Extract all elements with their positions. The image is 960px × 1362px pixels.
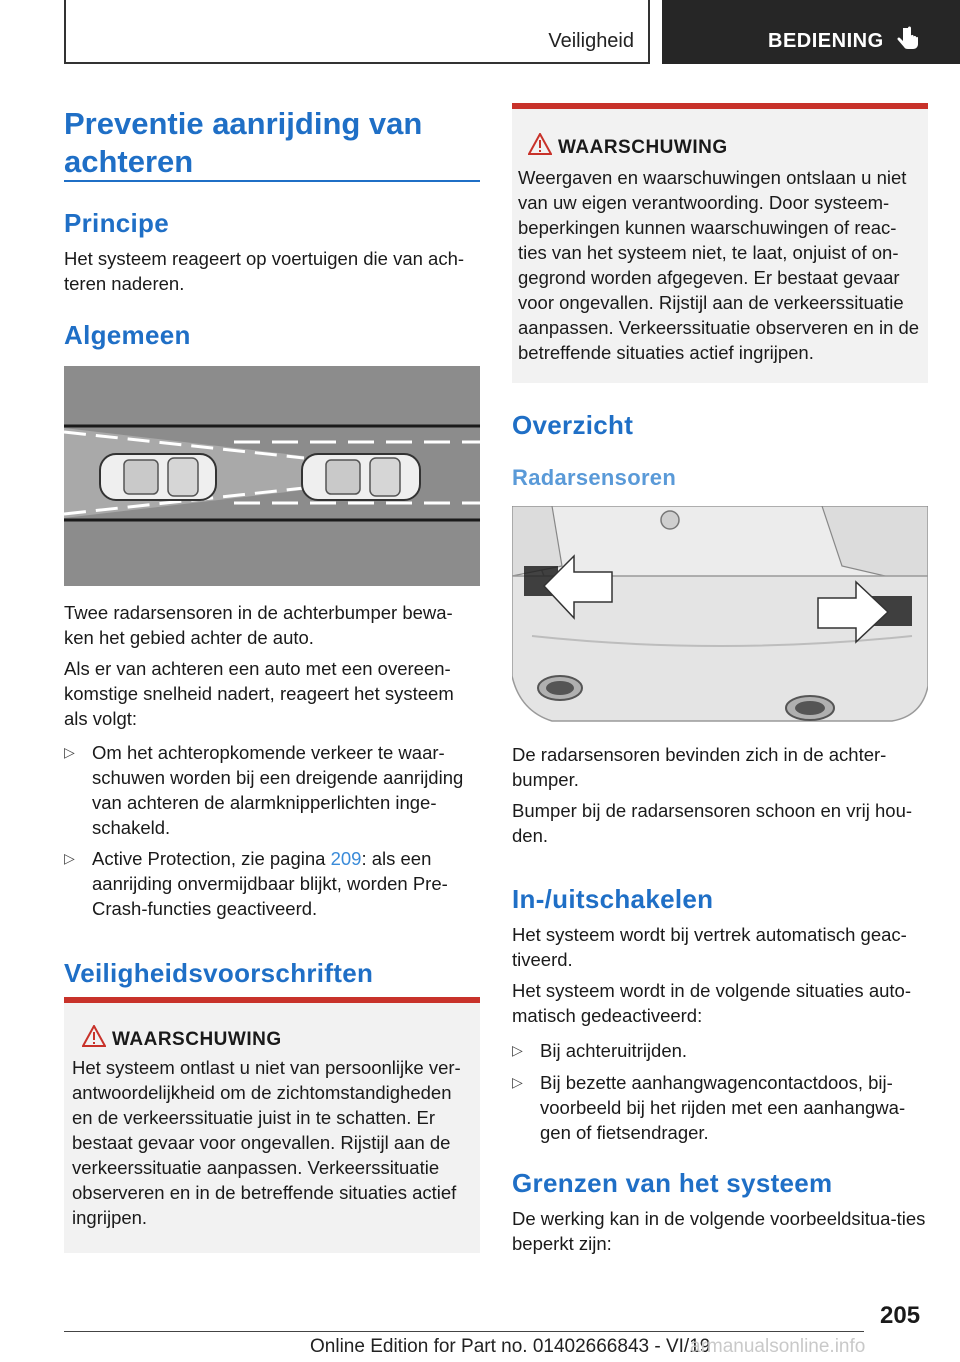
page-link-209[interactable]: 209 <box>330 848 362 869</box>
car-front-icon <box>302 454 420 500</box>
principe-text: Het systeem reageert op voertuigen die van ach-teren naderen. <box>64 248 465 294</box>
heading-veiligheidsvoorschriften: Veiligheidsvoorschriften <box>64 958 374 988</box>
heading-principe: Principe <box>64 208 169 238</box>
triangle-bullet-icon: ▷ <box>512 1042 523 1058</box>
bullet-text-post: : als een aanrijding onvermijdbaar blijkt, worden Pre-Crash-functies geactiveerd. <box>92 848 448 919</box>
bullet-text: Om het achteropkomende verkeer te waar-schuwen worden bij een dreigende aanrijding van achteren de alarmknipperlichten inge-schakeld. <box>92 742 464 838</box>
page-title: Preventie aanrijding van achteren <box>64 106 423 179</box>
list-item <box>512 1038 928 1064</box>
page-number: 205 <box>880 1302 921 1329</box>
warning-triangle-icon <box>528 133 552 155</box>
algemeen-p2: Als er van achteren een auto met een overeen-komstige snelheid nadert, reageert het systeem als volgt: <box>64 658 454 729</box>
list-item <box>64 740 480 840</box>
grenzen-text: De werking kan in de volgende voorbeeldsitua-ties beperkt zijn: <box>512 1208 926 1254</box>
traffic-illustration <box>64 366 480 586</box>
triangle-bullet-icon: ▷ <box>512 1074 523 1090</box>
list-item <box>512 1070 928 1146</box>
watermark: armanualsonline.info <box>690 1336 866 1357</box>
warning-title: WAARSCHUWING <box>558 137 728 158</box>
radar-p1: De radarsensoren bevinden zich in de achter-bumper. <box>512 744 887 790</box>
warning-text: Weergaven en waarschuwingen ontslaan u niet van uw eigen verantwoording. Door systeem-beperkingen kunnen waarschuwingen of reac-ties van het systeem niet, te laat, onjuist of on-gegrond worden afgegeven. Er bestaat gevaar voor ongevallen. Rijstijl aan de verkeerssituatie aanpassen. Verkeerssituatie observeren en in de betreffende situaties actief ingrijpen. <box>518 167 920 363</box>
heading-overzicht: Overzicht <box>512 410 634 440</box>
list-item <box>64 846 480 922</box>
figure-traffic-diagram <box>64 366 480 586</box>
radar-p2: Bumper bij de radarsensoren schoon en vrij hou-den. <box>512 800 913 846</box>
bullet-text: Bij bezette aanhangwagencontactdoos, bij-voorbeeld bij het rijden met een aanhangwa-gen of fietsendrager. <box>540 1072 906 1143</box>
figure-rear-bumper <box>512 506 928 728</box>
triangle-bullet-icon: ▷ <box>64 850 75 866</box>
triangle-bullet-icon: ▷ <box>64 744 75 760</box>
bullet-text <box>92 846 480 921</box>
rear-bumper-illustration <box>512 506 928 728</box>
warning-triangle-icon <box>82 1025 106 1047</box>
header-tab-label: BEDIENING <box>768 30 884 52</box>
heading-grenzen: Grenzen van het systeem <box>512 1168 833 1198</box>
hand-pointer-icon <box>894 26 922 54</box>
inuit-p1: Het systeem wordt bij vertrek automatisch geac-tiveerd. <box>512 924 907 970</box>
car-rear-icon <box>100 454 216 500</box>
heading-in-uitschakelen: In-/uitschakelen <box>512 884 714 914</box>
header-section-label: Veiligheid <box>548 30 634 52</box>
warning-box <box>512 103 928 383</box>
bullet-text: Bij achteruitrijden. <box>540 1040 688 1061</box>
warning-text: Het systeem ontlast u niet van persoonlijke ver-antwoordelijkheid om de zichtomstandigheden en de verkeerssituatie juist in te schatten. Er bestaat gevaar voor ongevallen. Rijstijl aan de verkeerssituatie aanpassen. Verkeerssituatie observeren en in de betreffende situaties actief ingrijpen. <box>72 1057 461 1228</box>
heading-algemeen: Algemeen <box>64 320 191 350</box>
header-tab[interactable] <box>662 0 960 64</box>
warning-title: WAARSCHUWING <box>112 1029 282 1050</box>
inuit-p2: Het systeem wordt in de volgende situaties auto-matisch gedeactiveerd: <box>512 980 911 1026</box>
heading-radarsensoren: Radarsensoren <box>512 465 677 490</box>
algemeen-p1: Twee radarsensoren in de achterbumper bewa-ken het gebied achter de auto. <box>64 602 453 648</box>
footer-edition: Online Edition for Part no. 01402666843 - VI/19 <box>310 1336 711 1357</box>
warning-box <box>64 997 480 1253</box>
title-rule <box>64 180 480 182</box>
footer-rule <box>64 1331 864 1332</box>
bullet-text-pre: Active Protection, zie pagina <box>92 848 331 869</box>
header-section-box <box>64 0 650 64</box>
